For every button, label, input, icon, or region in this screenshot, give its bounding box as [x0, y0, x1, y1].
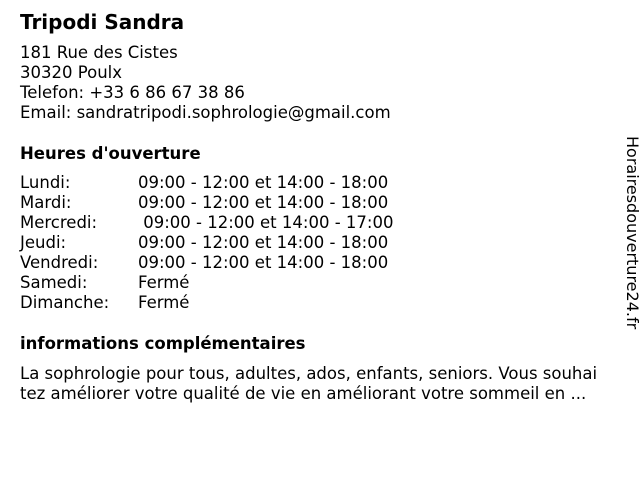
phone-number: Telefon: +33 6 86 67 38 86: [20, 83, 245, 102]
day-label: Mercredi:: [20, 213, 98, 232]
opening-times: Fermé: [138, 293, 190, 312]
info-line: La sophrologie pour tous, adultes, ados, enfants, seniors. Vous souhai: [20, 364, 598, 383]
day-label: Vendredi:: [20, 253, 99, 272]
info-line: tez améliorer votre qualité de vie en améliorant votre sommeil en ...: [20, 384, 587, 403]
day-label: Samedi:: [20, 273, 88, 292]
info-description: [20, 364, 632, 404]
day-label: Lundi:: [20, 173, 71, 192]
opening-times: 09:00 - 12:00 et 14:00 - 17:00: [138, 213, 394, 232]
info-heading: informations complémentaires: [20, 334, 306, 353]
opening-times: 09:00 - 12:00 et 14:00 - 18:00: [138, 173, 389, 192]
day-label: Jeudi:: [20, 233, 67, 252]
site-watermark: Horairesdouverture24.fr: [623, 136, 642, 330]
address-line-street: 181 Rue des Cistes: [20, 43, 178, 62]
business-listing: [20, 0, 620, 480]
day-label: Mardi:: [20, 193, 72, 212]
opening-times: 09:00 - 12:00 et 14:00 - 18:00: [138, 233, 389, 252]
contact-block: [20, 43, 391, 123]
business-name: Tripodi Sandra: [20, 10, 185, 34]
address-line-city: 30320 Poulx: [20, 63, 122, 82]
opening-times: Fermé: [138, 273, 190, 292]
opening-times: 09:00 - 12:00 et 14:00 - 18:00: [138, 253, 389, 272]
day-label: Dimanche:: [20, 293, 110, 312]
email-address: Email: sandratripodi.sophrologie@gmail.com: [20, 103, 391, 122]
hours-heading: Heures d'ouverture: [20, 144, 201, 163]
opening-times: 09:00 - 12:00 et 14:00 - 18:00: [138, 193, 389, 212]
